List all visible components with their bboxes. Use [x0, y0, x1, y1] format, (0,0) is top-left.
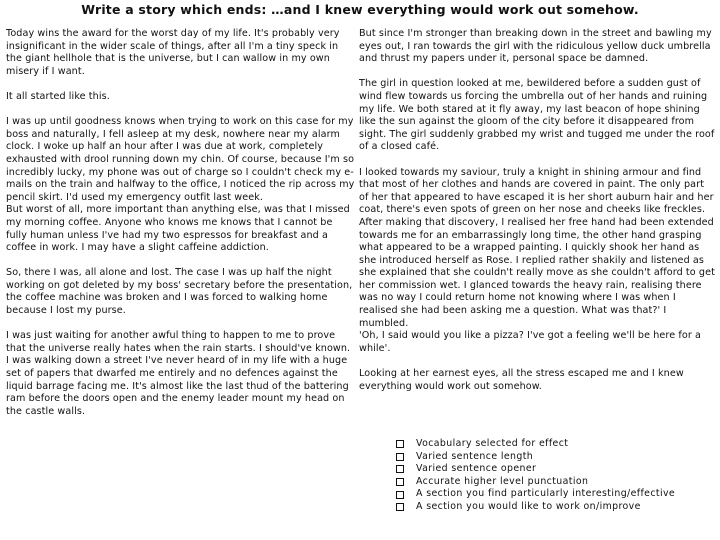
story-left-column	[6, 28, 356, 418]
checklist-item[interactable]	[396, 438, 711, 451]
story-paragraph: But since I'm stronger than breaking down in the street and bawling my eyes out, I ran towards the girl with the ridiculous yellow duck umbrella and thrust my papers under it, personal space be damned.	[359, 28, 712, 65]
story-right-column	[359, 28, 715, 393]
story-paragraph: I was just waiting for another awful thing to happen to me to prove that the universe really hates when the rain starts. I should've known. I was walking down a street I've never heard of in my life with a huge set of papers that dwarfed me entirely and no defences against the liquid barrage facing me. It's almost like the last thud of the battering ram before the doors open and the enemy leader mount my head on the castle walls.	[6, 330, 351, 417]
story-paragraph: But worst of all, more important than anything else, was that I missed my morning coffee. Anyone who knows me knows that I cannot be fully human unless I've had my two espressos for breakfast and a coffee in work. I may have a slight caffeine addiction.	[6, 204, 350, 254]
checkbox-icon[interactable]	[396, 491, 404, 499]
checklist-item[interactable]	[396, 463, 711, 476]
checkbox-icon[interactable]	[396, 440, 404, 448]
checklist-label: Varied sentence length	[416, 450, 534, 462]
checkbox-icon[interactable]	[396, 478, 404, 486]
checklist-label: Varied sentence opener	[416, 463, 537, 475]
checklist-label: A section you find particularly interesting/effective	[416, 488, 676, 500]
checklist-item[interactable]	[396, 488, 711, 501]
story-paragraph: I was up until goodness knows when trying to work on this case for my boss and naturally, I fell asleep at my desk, nowhere near my alarm clock. I woke up half an hour after I was due at work, completely exhausted with drool running down my chin. Of course, because I'm so incredibly lucky, my phone was out of charge so I couldn't check my e-mails on the train and halfway to the office, I noticed the rip across my pencil skirt. I'd used my emergency outfit last week.	[6, 116, 355, 203]
checkbox-icon[interactable]	[396, 503, 404, 511]
story-paragraph: So, there I was, all alone and lost. The case I was up half the night working on got deleted by my boss' secretary before the presentation, the coffee machine was broken and I was forced to walking home because I lost my purse.	[6, 267, 353, 317]
checklist-item[interactable]	[396, 501, 711, 514]
checkbox-icon[interactable]	[396, 465, 404, 473]
checklist-label: Vocabulary selected for effect	[416, 438, 569, 449]
story-paragraph: 'Oh, I said would you like a pizza? I've got a feeling we'll be here for a while'.	[359, 330, 702, 354]
checklist-item[interactable]	[396, 451, 711, 464]
story-paragraph: It all started like this.	[6, 90, 110, 102]
success-criteria-checklist	[396, 438, 711, 514]
story-paragraph: Today wins the award for the worst day of my life. It's probably very insignificant in the wider scale of things, after all I'm a tiny speck in the giant hellhole that is the universe, but I can wallow in my own misery if I want.	[6, 28, 340, 77]
story-paragraph: The girl in question looked at me, bewildered before a sudden gust of wind flew towards us forcing the umbrella out of her hands and ruining my life. We both stared at it fly away, my last beacon of hope shining like the sun against the gloom of the city before it disappeared from sight. The girl suddenly grabbed my wrist and tugged me under the roof of a closed café.	[359, 78, 715, 153]
checklist-item[interactable]	[396, 476, 711, 489]
checklist-label: A section you would like to work on/improve	[416, 500, 641, 512]
checklist-label: Accurate higher level punctuation	[416, 475, 589, 487]
page-title: Write a story which ends: …and I knew everything would work out somehow.	[81, 2, 639, 17]
story-paragraph: I looked towards my saviour, truly a knight in shining armour and find that most of her clothes and hands are covered in paint. The only part of her that appeared to have escaped it is her short auburn hair and her coat, there's even spots of green on her nose and cheeks like freckles. After making that discovery, I realised her free hand had been extended towards me for an embarrassingly long time, the other hand grasping what appeared to be a wrapped painting. I quickly shook her hand as she introduced herself as Rose. I replied rather shakily and listened as she explained that she couldn't really move as she couldn't afford to get her commission wet. I glanced towards the heavy rain, realising there was no way I could return home not knowing where I was when I realised she had been asking me a question. What was that?' I mumbled.	[359, 166, 715, 329]
story-paragraph: Looking at her earnest eyes, all the stress escaped me and I knew everything would work out somehow.	[359, 368, 684, 392]
checkbox-icon[interactable]	[396, 453, 404, 461]
